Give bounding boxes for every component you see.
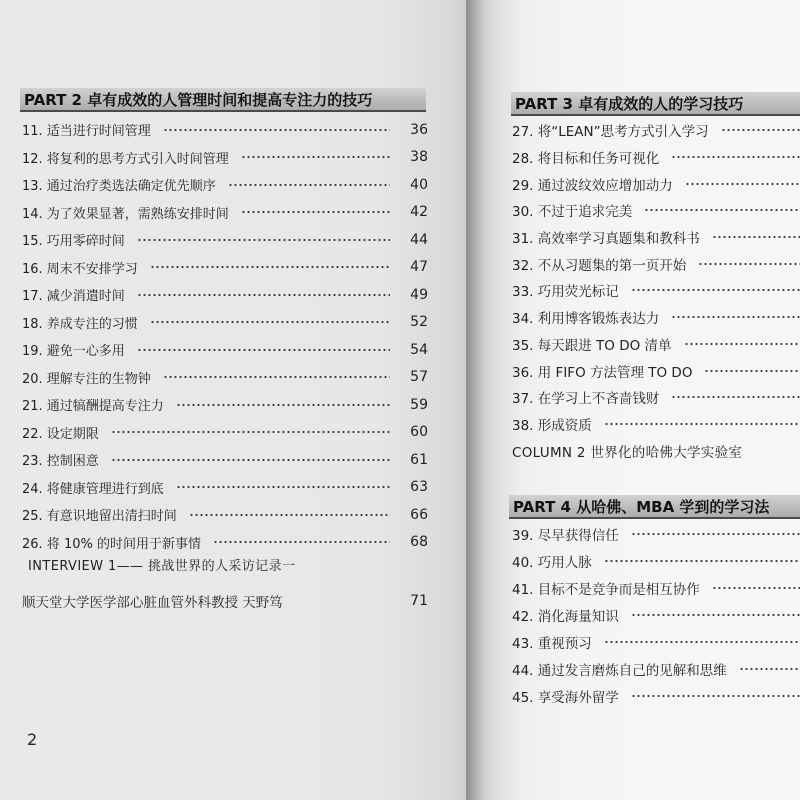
dot-leader: [671, 314, 800, 320]
toc-entry-title: 26. 将 10% 的时间用于新事情: [22, 536, 201, 552]
dot-leader: [111, 457, 390, 463]
toc-entry: [512, 331, 800, 358]
dot-leader: [137, 292, 390, 298]
toc-entry-page: 49: [410, 286, 428, 303]
toc-entry: [512, 601, 800, 628]
toc-entry: [22, 391, 428, 419]
toc-entry-page: 59: [410, 396, 428, 413]
dot-leader: [631, 612, 800, 618]
toc-entry: [512, 170, 800, 197]
dot-leader: [176, 484, 390, 490]
toc-entry-page: 42: [410, 204, 428, 221]
toc-entry-title: 14. 为了效果显著，需熟练安排时间: [22, 206, 229, 222]
dot-leader: [604, 558, 800, 564]
toc-entry: [22, 144, 428, 172]
toc-entry-page: 61: [410, 451, 428, 468]
toc-entry-title: 16. 周末不安排学习: [22, 261, 138, 277]
toc-entry-title: 35. 每天跟进 TO DO 清单: [512, 337, 672, 354]
dot-leader: [604, 421, 800, 427]
toc-entry: [22, 501, 428, 529]
toc-entry-page: 44: [410, 231, 428, 248]
toc-entry: [512, 574, 800, 601]
toc-entry-title: 30. 不过于追求完美: [512, 204, 633, 221]
interview-page: 71: [410, 593, 428, 609]
dot-leader: [604, 639, 800, 645]
interview-entry: [22, 588, 428, 614]
dot-leader: [137, 347, 390, 353]
toc-entry-title: 13. 通过治疗类选法确定优先顺序: [22, 179, 216, 195]
toc-entry: [512, 224, 800, 251]
gutter-shadow: [466, 0, 492, 800]
toc-entry-title: 27. 将“LEAN”思考方式引入学习: [512, 124, 709, 141]
dot-leader: [213, 539, 390, 545]
toc-entry-title: 33. 巧用荧光标记: [512, 284, 619, 301]
toc-entry-title: 43. 重视预习: [512, 635, 592, 652]
dot-leader: [685, 181, 800, 187]
dot-leader: [671, 394, 800, 400]
toc-entry-title: 18. 养成专注的习惯: [22, 316, 138, 332]
toc-entry: [512, 682, 800, 709]
toc-entry: [512, 411, 800, 438]
toc-entry-title: 40. 巧用人脉: [512, 554, 592, 571]
dot-leader: [241, 209, 390, 215]
dot-leader: [163, 127, 390, 133]
dot-leader: [241, 154, 390, 160]
toc-entry-page: 66: [410, 506, 428, 523]
toc-entry: [22, 226, 428, 254]
toc-entry-title: 12. 将复利的思考方式引入时间管理: [22, 151, 229, 167]
toc-entry: [22, 446, 428, 474]
toc-entry: [512, 520, 800, 547]
interview-heading: INTERVIEW 1—— 挑战世界的人采访记录一: [28, 559, 296, 574]
dot-leader: [671, 154, 800, 160]
toc-entry-page: 60: [410, 424, 428, 441]
toc-entry-title: 15. 巧用零碎时间: [22, 234, 125, 250]
toc-entry-page: 54: [410, 341, 428, 358]
dot-leader: [631, 531, 800, 537]
toc-entry-title: 11. 适当进行时间管理: [22, 124, 151, 140]
toc-entry: [22, 254, 428, 282]
toc-entry-title: 44. 通过发言磨炼自己的见解和思维: [512, 662, 727, 679]
toc-entry-page: 38: [410, 149, 428, 166]
toc-entry-title: 19. 避免一心多用: [22, 344, 125, 360]
toc-entry: [22, 419, 428, 447]
toc-entry: [512, 250, 800, 277]
part-4-header: PART 4 从哈佛、MBA 学到的学习法: [509, 495, 800, 519]
page-number: 2: [27, 730, 38, 749]
toc-entry: [512, 277, 800, 304]
toc-entry-title: 41. 目标不是竞争而是相互协作: [512, 581, 700, 598]
part-3-toc-list: [512, 117, 800, 464]
dot-leader: [712, 585, 800, 591]
toc-entry-title: 29. 通过波纹效应增加动力: [512, 177, 673, 194]
toc-entry-page: 52: [410, 314, 428, 331]
toc-entry: [22, 364, 428, 392]
toc-entry-title: 36. 用 FIFO 方法管理 TO DO: [512, 364, 693, 381]
toc-entry: [22, 529, 428, 557]
toc-entry: [512, 304, 800, 331]
column-entry: [512, 437, 800, 464]
toc-entry-title: 42. 消化海量知识: [512, 608, 619, 625]
toc-entry: [22, 281, 428, 309]
toc-entry-title: 17. 减少消遣时间: [22, 289, 125, 305]
dot-leader: [176, 402, 390, 408]
dot-leader: [163, 374, 390, 380]
column-title: COLUMN 2 世界化的哈佛大学实验室: [512, 444, 743, 461]
toc-entry: [512, 117, 800, 144]
toc-entry: [512, 628, 800, 655]
part-2-toc-list: [22, 116, 428, 556]
toc-entry-page: 40: [410, 176, 428, 193]
toc-entry: [512, 547, 800, 574]
dot-leader: [631, 287, 800, 293]
toc-entry-title: 23. 控制困意: [22, 454, 99, 470]
dot-leader: [189, 512, 390, 518]
dot-leader: [644, 207, 800, 213]
toc-entry: [22, 474, 428, 502]
toc-entry: [512, 144, 800, 171]
dot-leader: [721, 127, 800, 133]
part-2-header: PART 2 卓有成效的人管理时间和提高专注力的技巧: [20, 88, 426, 112]
toc-entry-title: 25. 有意识地留出清扫时间: [22, 509, 177, 525]
dot-leader: [137, 237, 390, 243]
dot-leader: [631, 693, 800, 699]
dot-leader: [704, 368, 800, 374]
toc-entry-title: 22. 设定期限: [22, 426, 99, 442]
dot-leader: [150, 264, 390, 270]
toc-entry-page: 68: [410, 534, 428, 551]
toc-entry: [22, 171, 428, 199]
toc-entry-title: 28. 将目标和任务可视化: [512, 151, 660, 168]
toc-entry-title: 37. 在学习上不吝啬钱财: [512, 391, 660, 408]
part-3-header: PART 3 卓有成效的人的学习技巧: [511, 92, 800, 116]
dot-leader: [739, 666, 800, 672]
toc-entry-title: 20. 理解专注的生物钟: [22, 371, 151, 387]
interview-subject: 顺天堂大学医学部心脏血管外科教授 天野笃: [22, 595, 283, 611]
dot-leader: [698, 261, 800, 267]
toc-entry: [512, 384, 800, 411]
dot-leader: [111, 429, 390, 435]
toc-entry: [22, 199, 428, 227]
dot-leader: [684, 341, 800, 347]
toc-entry-page: 47: [410, 259, 428, 276]
toc-entry-page: 63: [410, 479, 428, 496]
toc-entry: [22, 336, 428, 364]
toc-entry: [512, 357, 800, 384]
toc-entry-title: 24. 将健康管理进行到底: [22, 481, 164, 497]
dot-leader: [228, 182, 390, 188]
toc-entry: [22, 309, 428, 337]
toc-entry-title: 32. 不从习题集的第一页开始: [512, 257, 687, 274]
toc-entry-title: 34. 利用博客锻炼表达力: [512, 311, 660, 328]
toc-entry-title: 39. 尽早获得信任: [512, 527, 619, 544]
toc-entry-title: 38. 形成资质: [512, 417, 592, 434]
toc-entry-title: 21. 通过犒酬提高专注力: [22, 399, 164, 415]
toc-entry: [512, 197, 800, 224]
toc-entry: [22, 116, 428, 144]
toc-entry-title: 45. 享受海外留学: [512, 689, 619, 706]
dot-leader: [712, 234, 800, 240]
toc-entry-title: 31. 高效率学习真题集和教科书: [512, 231, 700, 248]
toc-entry: [512, 655, 800, 682]
toc-entry-page: 57: [410, 369, 428, 386]
part-4-toc-list: [512, 520, 800, 709]
toc-entry-page: 36: [410, 121, 428, 138]
dot-leader: [150, 319, 390, 325]
